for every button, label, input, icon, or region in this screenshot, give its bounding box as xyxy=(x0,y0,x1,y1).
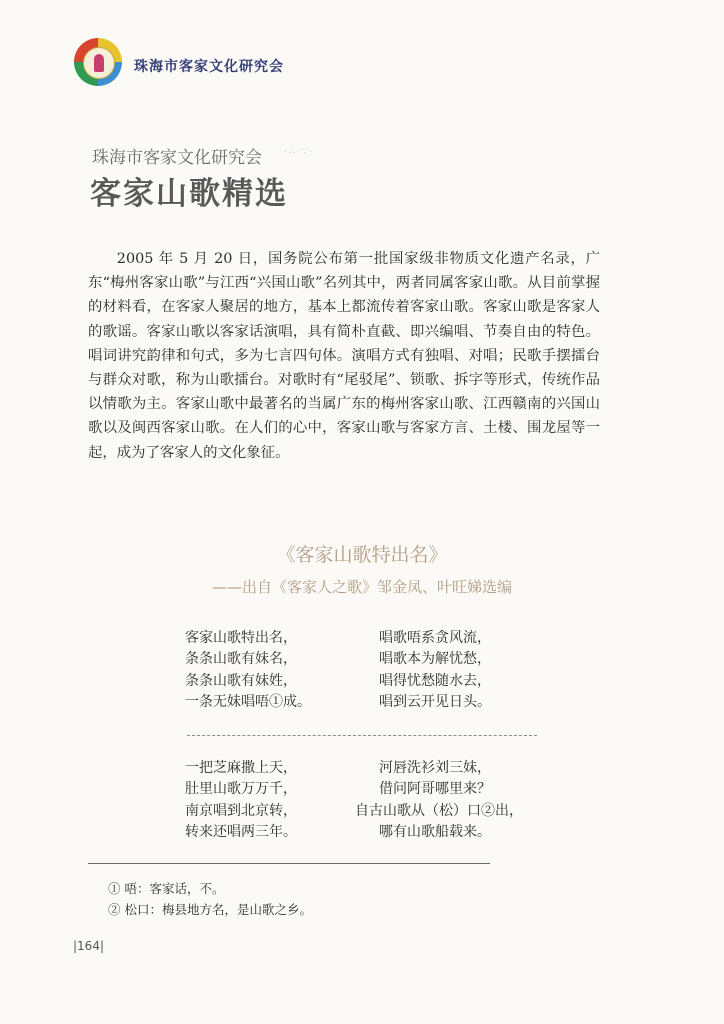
poem-line: 转来还唱两三年。 xyxy=(185,823,297,840)
poem-title: 《客家山歌特出名》 xyxy=(276,544,448,566)
poem-line: 借问阿哥哪里来？ xyxy=(379,781,491,798)
poem-line: 唱歌唔系贪风流， xyxy=(379,630,491,646)
poem-stanza-2 xyxy=(185,758,523,848)
article-subtitle: 珠海市客家文化研究会 xyxy=(92,148,262,168)
poem-line: 自古山歌从（松）口②出， xyxy=(355,802,523,819)
ornament-icon: ·∴·∵· xyxy=(284,147,315,157)
poem-line: 条条山歌有妹名， xyxy=(185,651,297,668)
poem-line: 哪有山歌船载来。 xyxy=(379,823,491,840)
article-title: 客家山歌精选 xyxy=(90,176,288,212)
stanza-2-right-column xyxy=(355,758,523,843)
poem-line: 河唇洗衫刘三妹， xyxy=(379,760,491,776)
intro-paragraph: 2005 年 5 月 20 日，国务院公布第一批国家级非物质文化遗产名录，广东“梅州客家山歌”与江西“兴国山歌”名列其中，两者同属客家山歌。从目前掌握的材料看，在客家人聚居的地方，基本上都流传着客家山歌。客家山歌是客家人的歌谣。客家山歌以客家话演唱，具有简朴直截、即兴编唱、节奏自由的特色。唱词讲究韵律和句式，多为七言四句体。演唱方式有独唱、对唱；民歌手摆擂台与群众对歌，称为山歌擂台。对歌时有“尾驳尾”、锁歌、拆字等形式，传统作品以情歌为主。客家山歌中最著名的当属广东的梅州客家山歌、江西赣南的兴国山歌以及闽西客家山歌。在人们的心中，客家山歌与客家方言、土楼、围龙屋等一起，成为了客家人的文化象征。 xyxy=(88,251,600,461)
poem-line: 南京唱到北京转， xyxy=(185,802,297,819)
footnote: ② 松口：梅县地方名，是山歌之乡。 xyxy=(108,902,312,917)
org-header-name: 珠海市客家文化研究会 xyxy=(134,59,284,75)
poem-source: ——出自《客家人之歌》邹金凤、叶旺娣选编 xyxy=(211,578,512,596)
poem-stanza-1 xyxy=(185,628,515,718)
poem-line: 肚里山歌万万千， xyxy=(185,781,297,798)
stanza-divider xyxy=(187,735,537,736)
page-number: |164| xyxy=(73,939,104,953)
stanza-2-left-column xyxy=(185,758,325,843)
footnote: ① 唔：客家话，不。 xyxy=(108,881,225,896)
poem-line: 唱得忧愁随水去， xyxy=(379,672,491,689)
poem-line: 一把芝麻撒上天， xyxy=(185,760,297,776)
poem-line: 一条无妹唱唔①成。 xyxy=(185,693,311,710)
org-logo xyxy=(74,38,122,86)
poem-line: 唱歌本为解忧愁， xyxy=(379,651,491,668)
poem-line: 唱到云开见日头。 xyxy=(379,693,491,710)
footnote-rule xyxy=(88,863,490,864)
poem-line: 条条山歌有妹姓， xyxy=(185,672,297,689)
stanza-1-left-column xyxy=(185,628,325,713)
stanza-1-right-column xyxy=(355,628,515,713)
poem-line: 客家山歌特出名， xyxy=(185,630,297,646)
footnotes xyxy=(108,878,312,920)
